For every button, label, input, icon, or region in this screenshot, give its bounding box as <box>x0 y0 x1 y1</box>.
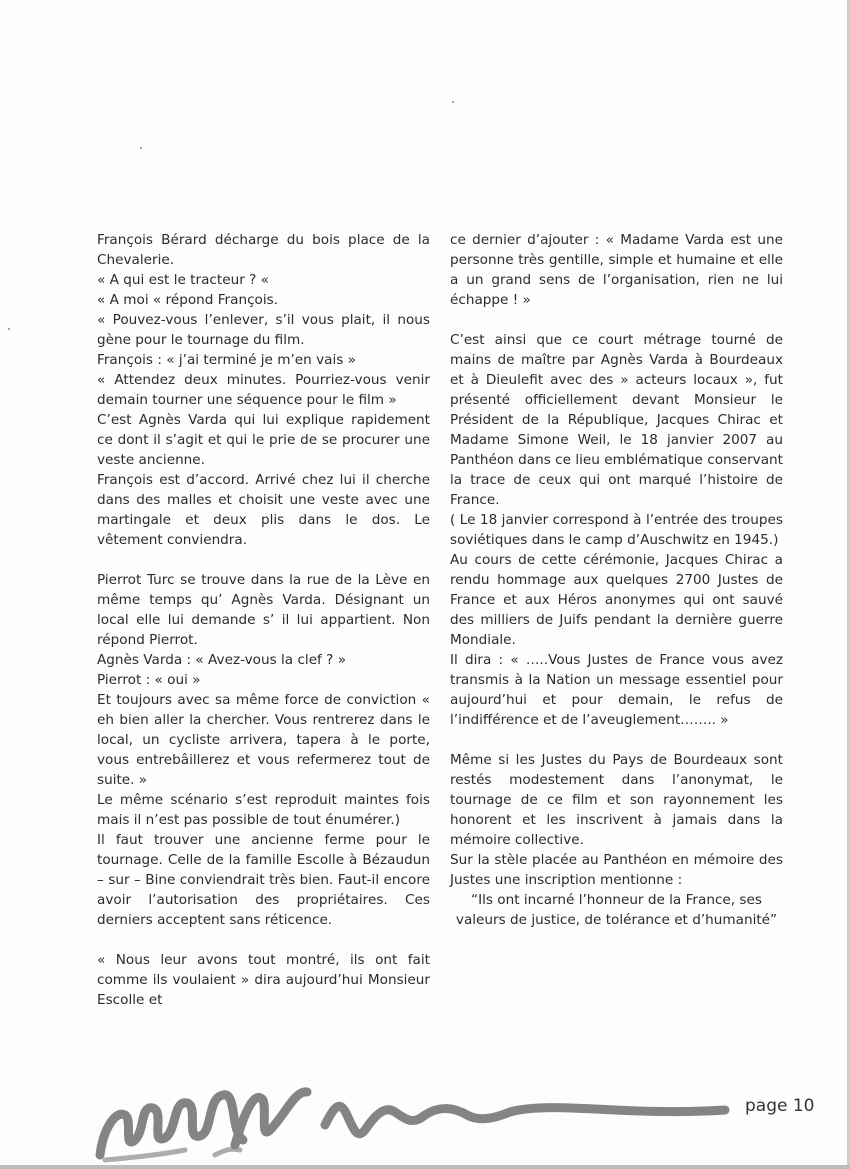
paragraph: François est d’accord. Arrivé chez lui il cherche dans des malles et choisit une veste avec une martingale et deux plis dans le dos. Le vêtement conviendra. <box>97 472 430 548</box>
handwritten-signature <box>95 1070 735 1165</box>
paragraph: Agnès Varda : « Avez-vous la clef ? » <box>97 652 347 668</box>
page-number: page 10 <box>745 1096 815 1116</box>
paragraph: « A qui est le tracteur ? « <box>97 272 269 288</box>
paragraph: C’est Agnès Varda qui lui explique rapidement ce dont il s’agit et qui le prie de se procurer une veste ancienne. <box>97 412 430 468</box>
paragraph-gap <box>97 550 430 570</box>
paragraph: ( Le 18 janvier correspond à l’entrée des troupes soviétiques dans le camp d’Auschwitz en 1945.) <box>450 512 783 548</box>
right-column <box>450 230 783 930</box>
paragraph: ce dernier d’ajouter : « Madame Varda est une personne très gentille, simple et humaine et elle a un grand sens de l’organisation, rien ne lui échappe ! » <box>450 232 783 308</box>
paragraph-gap <box>450 310 783 330</box>
paragraph: Pierrot Turc se trouve dans la rue de la Lève en même temps qu’ Agnès Varda. Désignant un local elle lui demande s’ il lui appartient. Non répond Pierrot. <box>97 572 430 648</box>
paragraph: Même si les Justes du Pays de Bourdeaux sont restés modestement dans l’anonymat, le tournage de ce film et son rayonnement les honorent et les inscrivent à jamais dans la mémoire collective. <box>450 752 783 848</box>
paragraph: Et toujours avec sa même force de conviction « eh bien aller la chercher. Vous rentrerez dans le local, un cycliste arrivera, tapera à le porte, vous entrebâillerez et vous refermerez tout de suite. » <box>97 692 430 788</box>
paragraph: Au cours de cette cérémonie, Jacques Chirac a rendu hommage aux quelques 2700 Justes de France et aux Héros anonymes qui ont sauvé des milliers de Juifs pendant la dernière guerre Mondiale. <box>450 552 783 648</box>
inscription-line: “Ils ont incarné l’honneur de la France, ses <box>471 892 762 908</box>
inscription-quote <box>450 890 783 930</box>
left-column <box>97 230 430 1010</box>
paragraph-gap <box>450 730 783 750</box>
paragraph: François Bérard décharge du bois place de la Chevalerie. <box>97 232 430 268</box>
paragraph-gap <box>97 930 430 950</box>
paragraph: « A moi « répond François. <box>97 292 279 308</box>
paragraph: « Nous leur avons tout montré, ils ont fait comme ils voulaient » dira aujourd’hui Monsieur Escolle et <box>97 952 430 1008</box>
paragraph: « Attendez deux minutes. Pourriez-vous venir demain tourner une séquence pour le film » <box>97 372 430 408</box>
paragraph: Il faut trouver une ancienne ferme pour le tournage. Celle de la famille Escolle à Bézaudun – sur – Bine conviendrait très bien. Faut-il encore avoir l’autorisation des propriétaires. Ces derniers acceptent sans réticence. <box>97 832 430 928</box>
paragraph: « Pouvez-vous l’enlever, s’il vous plait, il nous gène pour le tournage du film. <box>97 312 430 348</box>
paragraph: Le même scénario s’est reproduit maintes fois mais il n’est pas possible de tout énumérer.) <box>97 792 430 828</box>
paragraph: Sur la stèle placée au Panthéon en mémoire des Justes une inscription mentionne : <box>450 852 783 888</box>
paragraph: François : « j’ai terminé je m’en vais » <box>97 352 356 368</box>
scan-speck <box>452 101 454 103</box>
paragraph: Il dira : « …..Vous Justes de France vous avez transmis à la Nation un message essentiel pour aujourd’hui et pour demain, le refus de l’indifférence et de l’aveuglement…….. » <box>450 652 783 728</box>
scan-speck <box>8 328 10 330</box>
paragraph: C’est ainsi que ce court métrage tourné de mains de maître par Agnès Varda à Bourdeaux et à Dieulefit avec des » acteurs locaux », fut présenté officiellement devant Monsieur le Président de la République, Jacques Chirac et Madame Simone Weil, le 18 janvier 2007 au Panthéon dans ce lieu emblématique conservant la trace de ceux qui ont marqué l’histoire de France. <box>450 332 783 508</box>
scan-speck <box>140 147 142 149</box>
inscription-line: valeurs de justice, de tolérance et d’humanité” <box>455 912 778 928</box>
paragraph: Pierrot : « oui » <box>97 672 201 688</box>
page-bottom-edge <box>0 1165 850 1169</box>
